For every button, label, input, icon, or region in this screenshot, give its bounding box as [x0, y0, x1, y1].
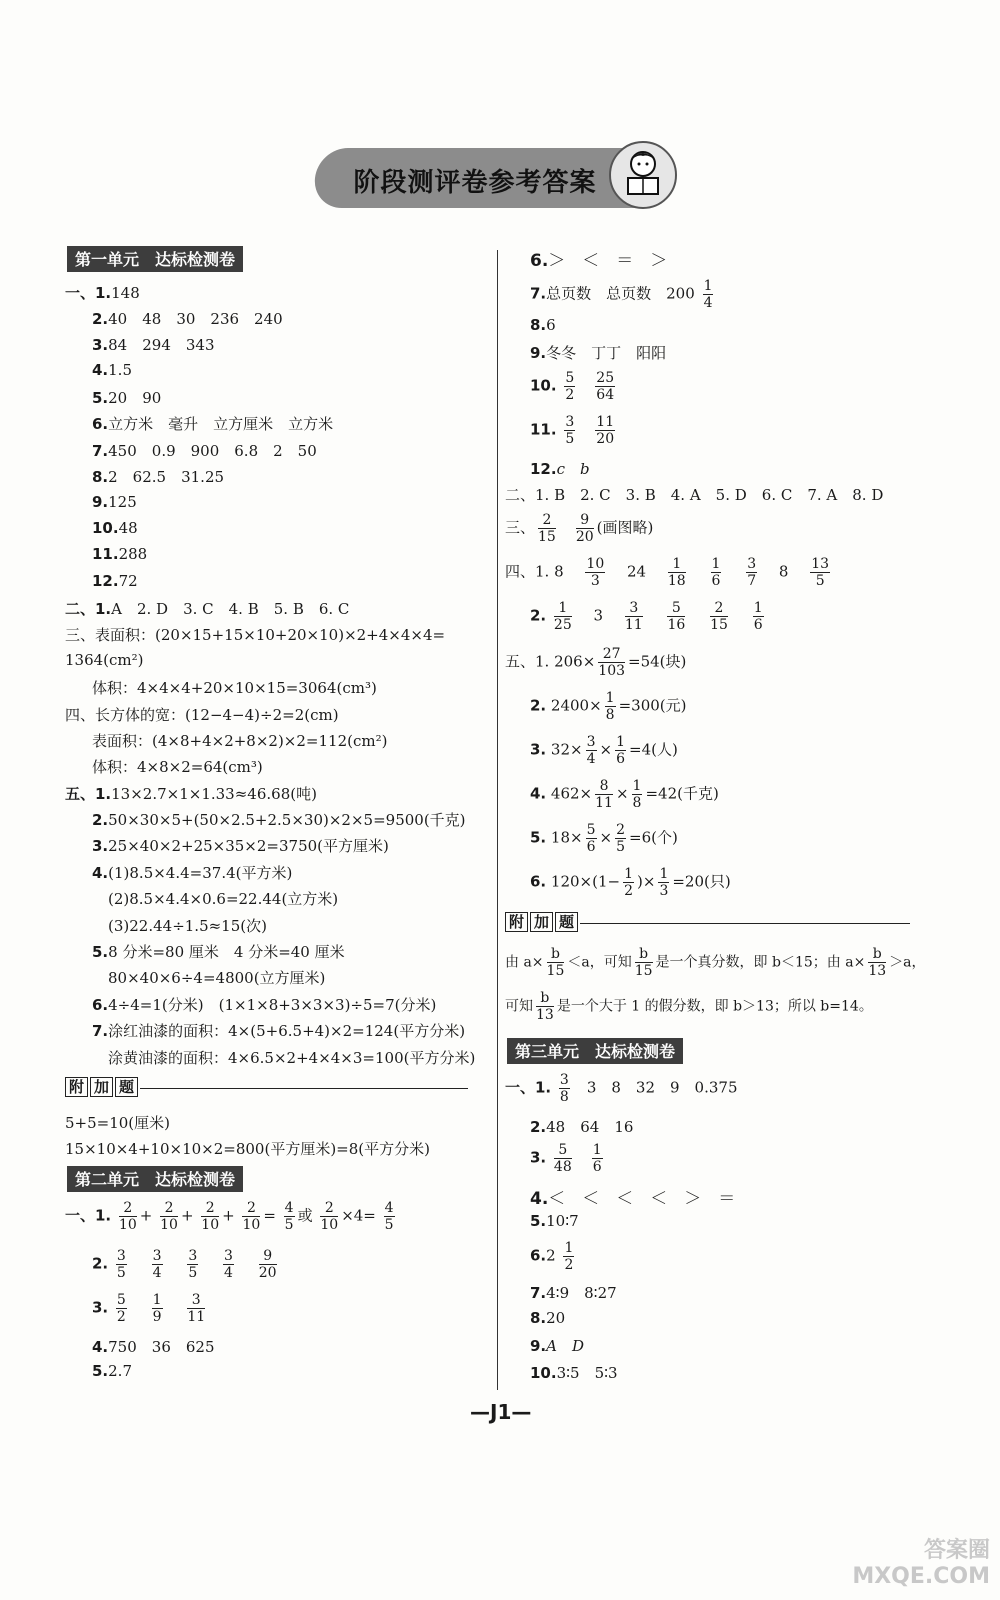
answer-line: 3.25×40×2+25×35×2=3750(平方厘米) — [92, 837, 389, 855]
answer-line: 6.立方米 毫升 立方厘米 立方米 — [92, 415, 334, 433]
answer-line: 5.2.7 — [92, 1362, 132, 1380]
answer-line: 8.2 62.5 31.25 — [92, 468, 225, 486]
page-title: 阶段测评卷参考答案 — [353, 168, 597, 198]
answer-line: 体积：4×4×4+20×10×15=3064(cm³) — [92, 679, 377, 697]
answer-line: 涂黄油漆的面积：4×6.5×2+4×4×3=100(平方分米) — [108, 1049, 476, 1067]
answer-line: 7.450 0.9 900 6.8 2 50 — [92, 442, 317, 460]
answer-line: 4.1.5 — [92, 361, 132, 379]
answer-line: 2.50×30×5+(50×2.5+2.5×30)×2×5=9500(千克) — [92, 811, 466, 829]
answer-line: 80×40×6÷4=4800(立方厘米) — [108, 969, 326, 987]
answer-line: 2. $\frac{1}{25}$ 3 $\frac{3}{11}$ $\frac{5}{16}$ $\frac{2}{15}$ $\frac{1}{6}$ — [530, 600, 763, 633]
answer-line: 6.4÷4=1(分米) (1×1×8+3×3×3)÷5=7(分米) — [92, 996, 437, 1014]
answer-line: 4. 462× $\frac{8}{11}$ × $\frac{1}{8}$ =42(千克) — [530, 778, 719, 811]
answer-line: 3. $\frac{5}{2}$ $\frac{1}{9}$ $\frac{3}{11}$ — [92, 1292, 206, 1325]
answer-line: (3)22.44÷1.5≈15(次) — [108, 917, 267, 935]
answer-line: 3. 32× $\frac{3}{4}$ × $\frac{1}{6}$ =4(人) — [530, 734, 678, 767]
answer-line: 6.＞ ＜ ＝ ＞ — [530, 251, 668, 271]
answer-line: 10.48 — [92, 519, 138, 537]
answer-line: 7.总页数 总页数 200 $\frac{1}{4}$ — [530, 278, 713, 311]
answer-line: 5.10∶7 — [530, 1212, 579, 1230]
answer-line: 9.A D — [530, 1337, 584, 1355]
answer-line: 10.3∶5 5∶3 — [530, 1364, 618, 1382]
unit1-heading: 第一单元 达标检测卷 — [67, 246, 243, 272]
answer-line: 2.48 64 16 — [530, 1118, 634, 1136]
answer-line: 二、1. B 2. C 3. B 4. A 5. D 6. C 7. A 8. D — [505, 486, 884, 504]
answer-line: 9.冬冬 丁丁 阳阳 — [530, 344, 667, 362]
answer-line: 4.750 36 625 — [92, 1338, 215, 1356]
answer-line: 10. $\frac{5}{2}$ $\frac{25}{64}$ — [530, 370, 615, 403]
answer-line: 4.(1)8.5×4.4=37.4(平方米) — [92, 864, 293, 882]
answer-line: 一、1. $\frac{2}{10}$ + $\frac{2}{10}$ + $\frac{2}{10}$ + $\frac{2}{10}$ = $\frac{4}{5}$ 或 $\frac{2}{10}$ ×4= $\frac{4}{5}$ — [65, 1200, 394, 1233]
answer-line: 四、长方体的宽：(12−4−4)÷2=2(cm) — [65, 706, 339, 724]
answer-line: 7.4∶9 8∶27 — [530, 1284, 617, 1302]
answer-line: 8.20 — [530, 1309, 566, 1327]
answer-line: 二、1.A 2. D 3. C 4. B 5. B 6. C — [65, 600, 350, 618]
answer-line: 5.20 90 — [92, 389, 162, 407]
answer-line: 5.8 分米=80 厘米 4 分米=40 厘米 — [92, 943, 345, 961]
answer-line: 一、1. $\frac{3}{8}$ 3 8 32 9 0.375 — [505, 1072, 738, 1105]
answer-line: (2)8.5×4.4×0.6=22.44(立方米) — [108, 890, 339, 908]
page-number: —J1— — [470, 1400, 532, 1424]
answer-line: 9.125 — [92, 493, 137, 511]
answer-line: 7.涂红油漆的面积：4×(5+6.5+4)×2=124(平方分米) — [92, 1022, 466, 1040]
answer-line: 11. $\frac{3}{5}$ $\frac{11}{20}$ — [530, 414, 615, 447]
answer-line: 6.2 $\frac{1}{2}$ — [530, 1240, 574, 1273]
answer-line: 4.＜ ＜ ＜ ＜ ＞ ＝ — [530, 1189, 736, 1209]
answer-line: 5+5=10(厘米) — [65, 1114, 171, 1132]
answer-line: 2.40 48 30 236 240 — [92, 310, 283, 328]
answer-line: 1364(cm²) — [65, 651, 144, 669]
rule-line — [580, 923, 910, 924]
answer-line: 五、1. 206× $\frac{27}{103}$ =54(块) — [505, 646, 687, 679]
answer-line: 2. 2400× $\frac{1}{8}$ =300(元) — [530, 690, 687, 723]
answer-line: 2. $\frac{3}{5}$ $\frac{3}{4}$ $\frac{3}{5}$ $\frac{3}{4}$ $\frac{9}{20}$ — [92, 1248, 277, 1281]
answer-line: 15×10×4+10×10×2=800(平方厘米)=8(平方分米) — [65, 1140, 430, 1158]
additional-question-label: 附 加 题 — [65, 1077, 140, 1097]
answer-line: 三、表面积：(20×15+15×10+20×10)×2+4×4×4= — [65, 626, 446, 644]
additional-question-label: 附 加 题 — [505, 912, 580, 932]
answer-line: 11.288 — [92, 545, 148, 563]
rule-line — [140, 1088, 468, 1089]
answer-line: 3. $\frac{5}{48}$ $\frac{1}{6}$ — [530, 1142, 602, 1175]
column-divider — [497, 250, 498, 1390]
unit3-heading: 第三单元 达标检测卷 — [507, 1038, 683, 1064]
answer-line: 四、1. 8 $\frac{10}{3}$ 24 $\frac{1}{18}$ $\frac{1}{6}$ $\frac{3}{7}$ 8 $\frac{13}{5}$ — [505, 556, 830, 589]
reading-child-icon — [608, 140, 678, 210]
answer-line: 体积：4×8×2=64(cm³) — [92, 758, 263, 776]
answer-line: 由 a× $\frac{b}{15}$ ＜a，可知 $\frac{b}{15}$ 是一个真分数，即 b＜15；由 a× $\frac{b}{13}$ ＞a， — [505, 946, 926, 979]
answer-line: 五、1.13×2.7×1×1.33≈46.68(吨) — [65, 785, 317, 803]
watermark: 答案圈 MXQE.COM — [852, 1538, 990, 1589]
answer-line: 可知 $\frac{b}{13}$ 是一个大于 1 的假分数，即 b＞13；所以 b=14。 — [505, 990, 873, 1023]
answer-line: 3.84 294 343 — [92, 336, 215, 354]
answer-line: 12.72 — [92, 572, 138, 590]
answer-line: 表面积：(4×8+4×2+8×2)×2=112(cm²) — [92, 732, 388, 750]
answer-line: 5. 18× $\frac{5}{6}$ × $\frac{2}{5}$ =6(个) — [530, 822, 678, 855]
answer-line: 一、1.148 — [65, 284, 140, 302]
answer-line: 三、 $\frac{2}{15}$ $\frac{9}{20}$ (画图略) — [505, 512, 654, 545]
answer-line: 6. 120×(1− $\frac{1}{2}$ )× $\frac{1}{3}$ =20(只) — [530, 866, 731, 899]
answer-line: 8.6 — [530, 316, 556, 334]
unit2-heading: 第二单元 达标检测卷 — [67, 1166, 243, 1192]
answer-line: 12.c b — [530, 460, 590, 478]
